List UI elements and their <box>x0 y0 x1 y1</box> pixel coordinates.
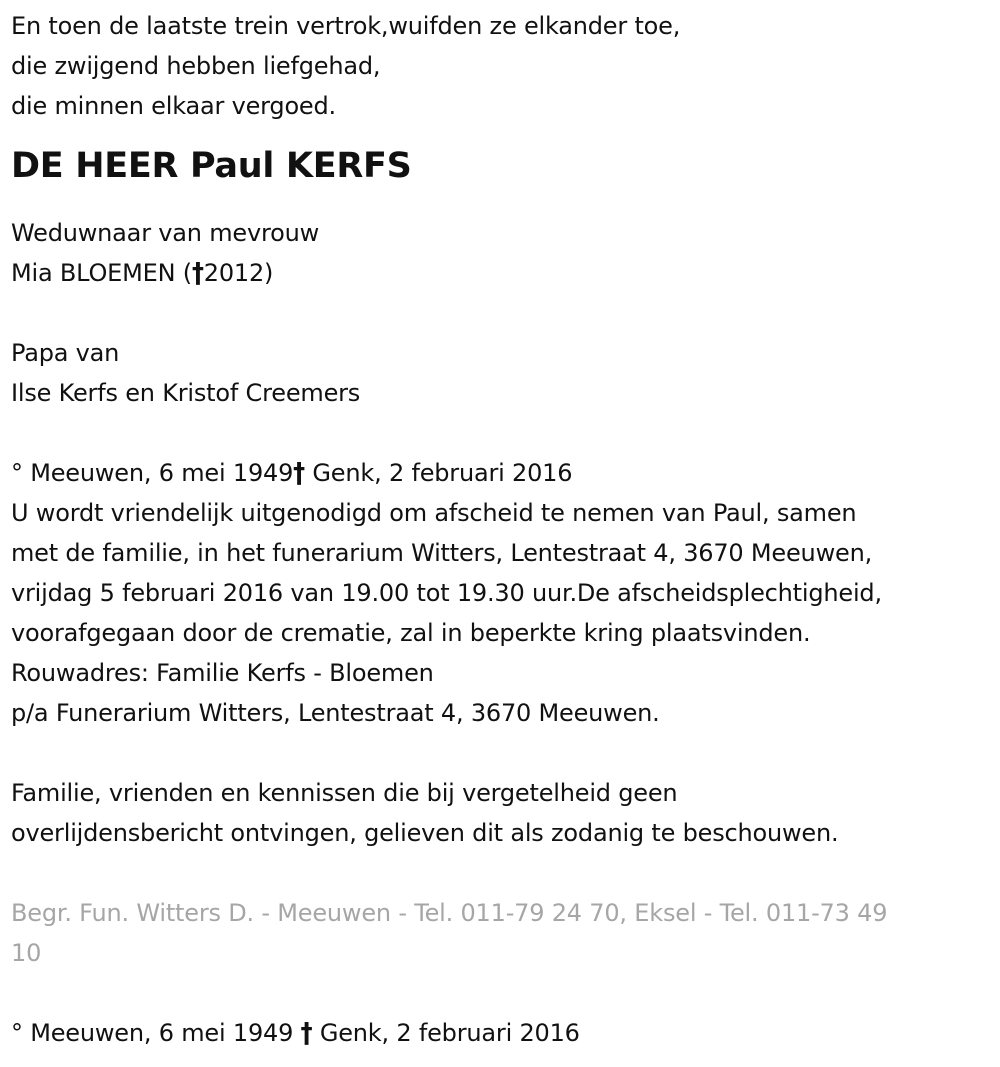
footer-dates <box>11 1013 1000 1053</box>
details-line: U wordt vriendelijk uitgenodigd om afscheid te nemen van Paul, samen <box>11 499 857 528</box>
birth-info: ° Meeuwen, 6 mei 1949 <box>11 459 294 488</box>
cross-icon: † <box>300 1017 313 1050</box>
spouse-name-text: Mia BLOEMEN ( <box>11 259 192 288</box>
spacer <box>11 853 1000 893</box>
birth-death-dates <box>11 453 1000 493</box>
details-line: met de familie, in het funerarium Witters, Lentestraat 4, 3670 Meeuwen, <box>11 539 873 568</box>
notice-line: Familie, vrienden en kennissen die bij vergetelheid geen <box>11 779 678 808</box>
spacer <box>11 733 1000 773</box>
death-info: Genk, 2 februari 2016 <box>312 1019 580 1048</box>
cross-icon: † <box>293 457 305 490</box>
dates-line <box>11 453 1000 493</box>
spacer <box>11 293 1000 333</box>
undertaker-info <box>11 893 1000 1013</box>
deceased-name-title: DE HEER Paul KERFS <box>11 146 412 186</box>
children-names: Ilse Kerfs en Kristof Creemers <box>11 379 361 408</box>
spouse-intro: Weduwnaar van mevrouw <box>11 219 320 248</box>
poem <box>11 6 1000 126</box>
undertaker-line: Begr. Fun. Witters D. - Meeuwen - Tel. 011-79 24 70, Eksel - Tel. 011-73 49 <box>11 899 888 928</box>
poem-line: En toen de laatste trein vertrok,wuifden ze elkander toe, <box>11 12 681 40</box>
spouse-death-year: 2012) <box>203 259 274 288</box>
children-intro: Papa van <box>11 339 120 368</box>
notice-line: overlijdensbericht ontvingen, gelieven dit als zodanig te beschouwen. <box>11 819 839 848</box>
birth-info: ° Meeuwen, 6 mei 1949 <box>11 1019 301 1048</box>
details-line: vrijdag 5 februari 2016 van 19.00 tot 19.30 uur.De afscheidsplechtigheid, <box>11 579 882 608</box>
ceremony-details <box>11 493 1000 773</box>
cross-icon: † <box>191 257 204 290</box>
spacer <box>11 413 1000 453</box>
poem-line: die minnen elkaar vergoed. <box>11 92 336 120</box>
mourning-address-line: p/a Funerarium Witters, Lentestraat 4, 3670 Meeuwen. <box>11 699 660 728</box>
death-info: Genk, 2 februari 2016 <box>304 459 573 488</box>
family-info <box>11 213 1000 453</box>
notice <box>11 773 1000 893</box>
spouse-name <box>11 253 1000 293</box>
poem-line: die zwijgend hebben liefgehad, <box>11 52 381 80</box>
spacer <box>11 973 1000 1013</box>
mourning-address-line: Rouwadres: Familie Kerfs - Bloemen <box>11 659 434 688</box>
details-line: voorafgegaan door de crematie, zal in beperkte kring plaatsvinden. <box>11 619 811 648</box>
footer-dates-line <box>11 1013 1000 1053</box>
undertaker-line: 10 <box>11 939 42 968</box>
